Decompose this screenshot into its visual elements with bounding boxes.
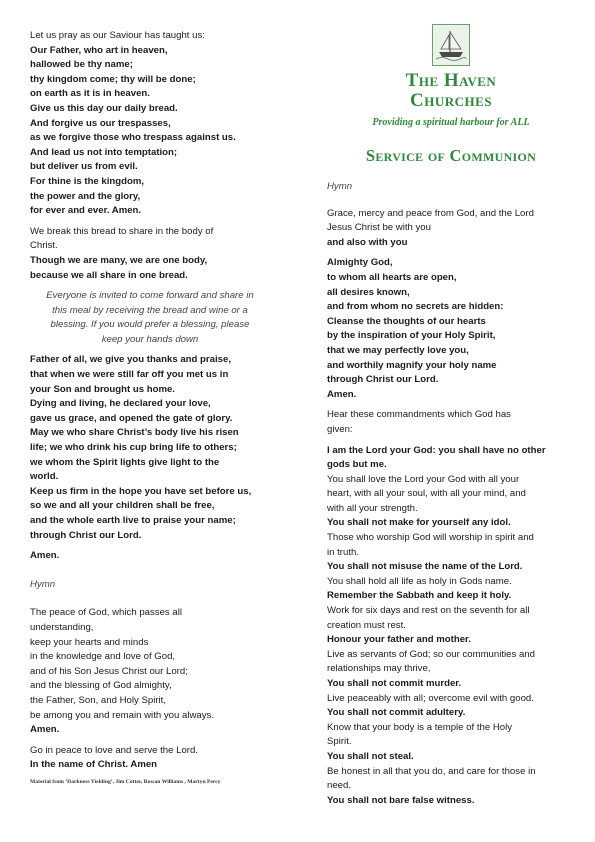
text-line: hallowed be thy name; xyxy=(30,59,133,71)
text-line: for ever and ever. Amen. xyxy=(30,205,142,217)
text-line: but deliver us from evil. xyxy=(30,161,138,173)
text-line: understanding, xyxy=(30,621,94,633)
text-line: And lead us not into temptation; xyxy=(30,146,178,158)
commandment-response: Know that your body is a temple of the Holy xyxy=(327,721,513,733)
commandment-text: You shall not bare false witness. xyxy=(327,794,475,806)
text-line: Father of all, we give you thanks and praise, xyxy=(30,354,231,366)
text-line: be among you and remain with you always. xyxy=(30,709,214,721)
greeting-lines xyxy=(327,207,569,236)
text-line: the power and the glory, xyxy=(30,190,141,202)
text-line: May we who share Christ’s body live his risen xyxy=(30,427,239,439)
text-line: We break this bread to share in the body of xyxy=(30,225,214,237)
hymn-label-right: Hymn xyxy=(327,181,353,192)
hymn-label: Hymn xyxy=(30,578,56,590)
commandment-response: relationships may thrive, xyxy=(327,663,431,675)
text-line: And forgive us our trespasses, xyxy=(30,117,171,129)
commandment-text: Honour your father and mother. xyxy=(327,634,471,646)
text-line: that we may perfectly love you, xyxy=(327,344,469,356)
text-line: keep your hearts and minds xyxy=(30,636,149,648)
text-line: Give us this day our daily bread. xyxy=(30,102,178,114)
lords-prayer-lines xyxy=(30,44,270,219)
commandment-response: heart, with all your soul, with all your mind, and xyxy=(327,488,526,500)
service-title: Service of Communion xyxy=(365,146,537,165)
commandment-text: You shall not commit adultery. xyxy=(327,707,466,719)
blessing xyxy=(30,606,270,737)
text-line: in the knowledge and love of God, xyxy=(30,651,176,663)
text-line: The peace of God, which passes all xyxy=(30,607,182,619)
header xyxy=(333,24,569,166)
commandment-response: Spirit. xyxy=(327,736,352,748)
commandment-text: Remember the Sabbath and keep it holy. xyxy=(327,590,512,602)
commandment-text: I am the Lord your God: you shall have no other xyxy=(327,444,546,456)
text-line: given: xyxy=(327,423,353,435)
text-line: and the blessing of God almighty, xyxy=(30,680,172,692)
text-line: life; we who drink his cup bring life to others; xyxy=(30,442,237,454)
left-column xyxy=(30,29,270,785)
right-column xyxy=(327,24,569,814)
lords-prayer xyxy=(30,29,270,219)
church-name xyxy=(333,71,569,111)
commandment-text: You shall not steal. xyxy=(327,750,414,762)
dismissal-text: Go in peace to love and serve the Lord. xyxy=(30,744,198,756)
text-line: Cleanse the thoughts of our hearts xyxy=(327,315,486,327)
commandment-text: You shall not misuse the name of the Lord. xyxy=(327,561,523,573)
commandment-response: Live peaceably with all; overcome evil with good. xyxy=(327,692,534,704)
text-line: because we all share in one bread. xyxy=(30,269,188,281)
text-line: that when we were still far off you met us in xyxy=(30,369,229,381)
commandment-text: gods but me. xyxy=(327,459,387,471)
dismissal xyxy=(30,744,270,773)
text-line: world. xyxy=(30,471,59,483)
text-line: this meal by receiving the bread and wine or a xyxy=(52,304,248,316)
text-line: your Son and brought us home. xyxy=(30,383,175,395)
text-line: the Father, Son, and Holy Spirit, xyxy=(30,694,166,706)
text-line: so we and all your children shall be free, xyxy=(30,500,215,512)
break-bread-response xyxy=(30,254,270,283)
text-line: through Christ our Lord. xyxy=(30,529,142,541)
post-communion-prayer xyxy=(30,353,270,543)
text-line: all desires known, xyxy=(327,286,410,298)
greeting xyxy=(327,207,569,251)
text-line: Jesus Christ be with you xyxy=(327,222,431,234)
text-line: and the whole earth live to praise your name; xyxy=(30,515,236,526)
text-line: Hear these commandments which God has xyxy=(327,409,511,421)
collect-for-purity xyxy=(327,256,569,402)
commandment-response: Live as servants of God; so our communities and xyxy=(327,648,535,660)
text-line: Christ. xyxy=(30,240,58,252)
commandment-text: You shall not commit murder. xyxy=(327,678,462,689)
commandments-list xyxy=(327,444,569,809)
text-line: through Christ our Lord. xyxy=(327,374,439,386)
commandment-response: need. xyxy=(327,780,352,792)
blessing-amen: Amen. xyxy=(30,724,60,736)
text-line: blessing. If you would prefer a blessing, please xyxy=(50,319,250,331)
text-line: Though we are many, we are one body, xyxy=(30,254,208,266)
text-line: keep your hands down xyxy=(101,333,199,345)
text-line: Everyone is invited to come forward and share in xyxy=(46,290,254,302)
text-line: as we forgive those who trespass against us. xyxy=(30,132,236,144)
source-footnote: Material from ‘Darkness Yielding’, Jim Cotter, Rowan Williams , Martyn Percy xyxy=(30,778,221,785)
text-line: on earth as it is in heaven. xyxy=(30,88,150,100)
text-line: and of his Son Jesus Christ our Lord; xyxy=(30,665,188,677)
fraction xyxy=(30,225,270,283)
church-name-line1: The Haven xyxy=(405,70,497,91)
text-line: For thine is the kingdom, xyxy=(30,175,145,187)
text-line: Dying and living, he declared your love, xyxy=(30,398,211,410)
commandments-intro xyxy=(327,408,569,437)
text-line: by the inspiration of your Holy Spirit, xyxy=(327,330,496,342)
text-line: and from whom no secrets are hidden: xyxy=(327,301,504,313)
commandment-response: Work for six days and rest on the seventh for all xyxy=(327,605,530,617)
blessing-lines xyxy=(30,606,270,723)
text-line: we whom the Spirit lights give light to the xyxy=(30,456,220,468)
tagline: Providing a spiritual harbour for ALL xyxy=(372,117,530,128)
text-line: Our Father, who art in heaven, xyxy=(30,44,168,56)
text-line: Almighty God, xyxy=(327,257,393,269)
commandment-response: in truth. xyxy=(327,546,359,558)
lords-prayer-intro: Let us pray as our Saviour has taught us: xyxy=(30,30,205,41)
commandment-response: You shall hold all life as holy in Gods name. xyxy=(327,575,512,587)
text-line: and worthily magnify your holy name xyxy=(327,359,497,371)
text-line: to whom all hearts are open, xyxy=(327,271,457,283)
commandment-response: creation must rest. xyxy=(327,619,406,631)
text-line: gave us grace, and opened the gate of glory. xyxy=(30,412,233,424)
dismissal-response: In the name of Christ. Amen xyxy=(30,759,158,771)
commandment-text: You shall not make for yourself any idol. xyxy=(327,517,511,529)
sailing-ship-icon xyxy=(432,24,470,66)
text-line: Grace, mercy and peace from God, and the Lord xyxy=(327,207,534,219)
greeting-response: and also with you xyxy=(327,236,408,248)
commandment-response: with all your strength. xyxy=(327,502,418,514)
amen-text: Amen. xyxy=(30,550,60,562)
text-line: Amen. xyxy=(327,388,357,400)
text-line: thy kingdom come; thy will be done; xyxy=(30,73,196,85)
commandment-response: Those who worship God will worship in spirit and xyxy=(327,532,534,544)
text-line: Keep us firm in the hope you have set before us, xyxy=(30,485,252,497)
break-bread-lines xyxy=(30,225,270,254)
commandment-response: You shall love the Lord your God with all your xyxy=(327,473,520,485)
invitation-note xyxy=(30,289,270,347)
church-name-line2: Churches xyxy=(409,90,492,111)
commandment-response: Be honest in all that you do, and care for those in xyxy=(327,765,536,777)
